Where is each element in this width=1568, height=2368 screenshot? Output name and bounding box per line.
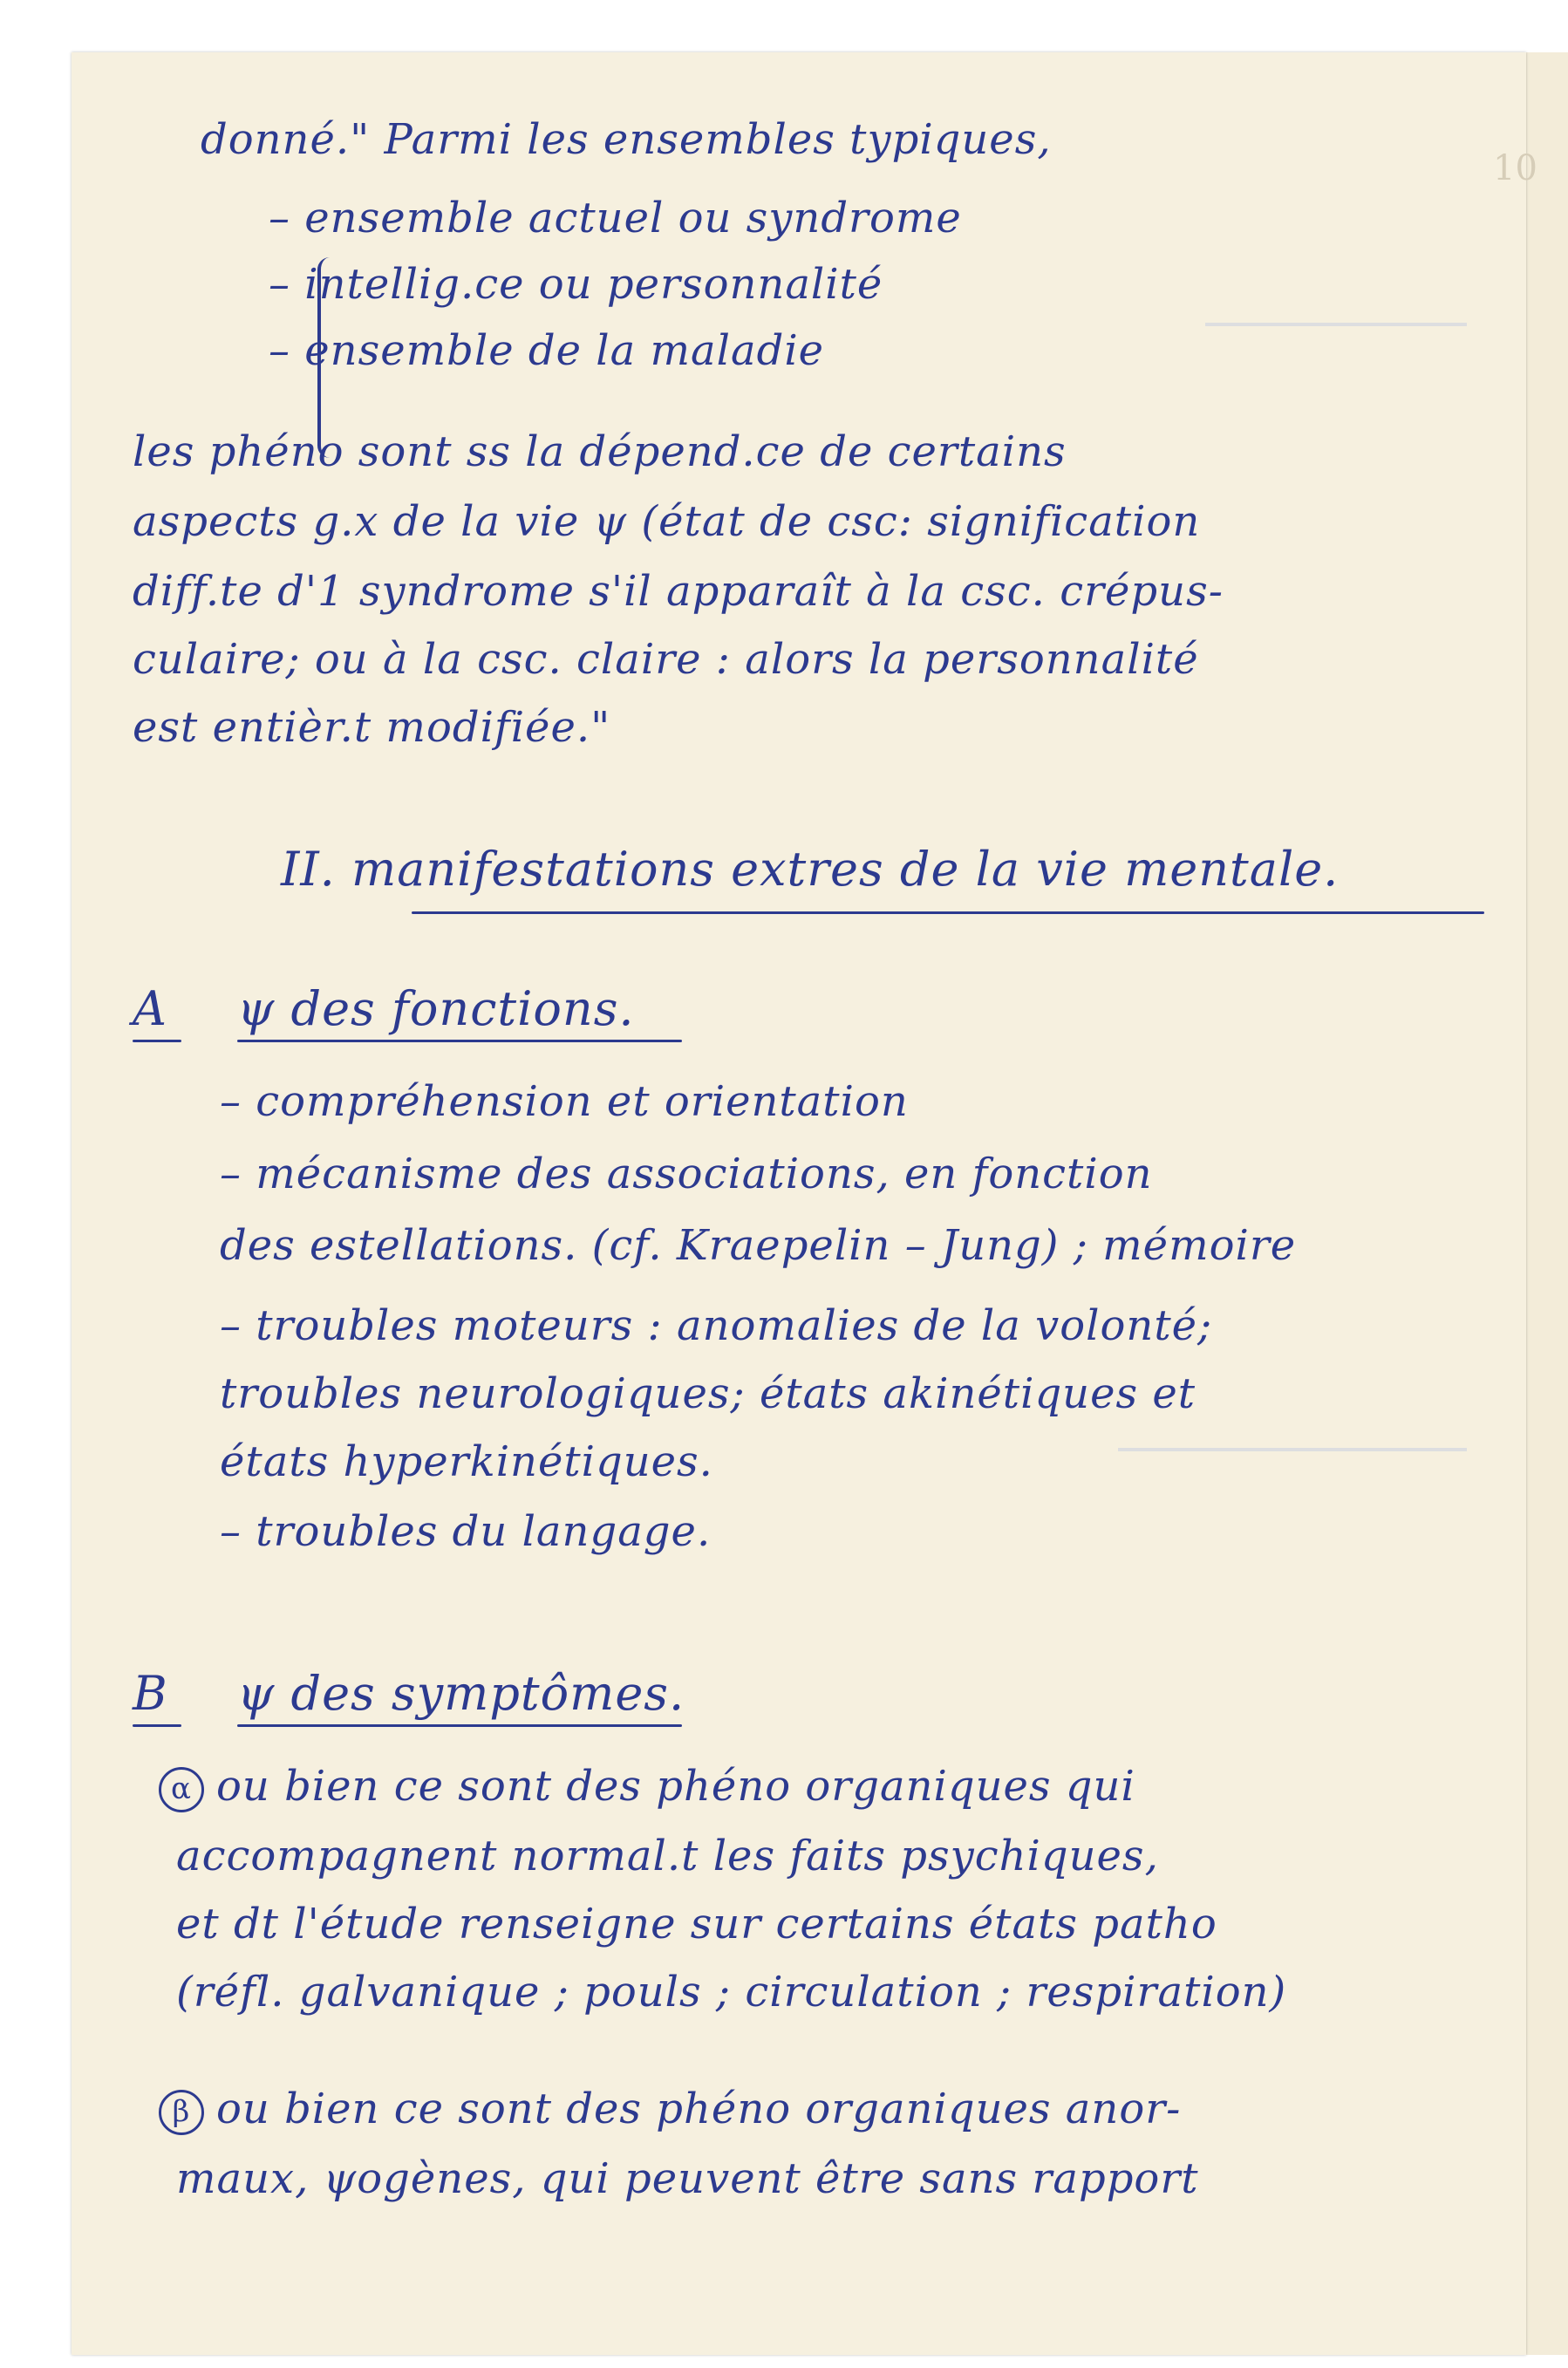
section-a-line-7: – troubles du langage. — [220, 1507, 712, 1556]
paragraph-line-2: aspects g.x de la vie ψ (état de csc: signification — [133, 497, 1201, 546]
alpha-line-1-text: ou bien ce sont des phéno organiques qui — [216, 1762, 1135, 1811]
alpha-line-2: accompagnent normal.t les faits psychiques, — [176, 1832, 1159, 1880]
section-a-line-4: – troubles moteurs : anomalies de la volonté; — [220, 1301, 1213, 1350]
intro-line-1: donné." Parmi les ensembles typiques, — [201, 115, 1052, 164]
section-a-title-underline — [237, 1040, 682, 1042]
paragraph-line-5: est entièr.t modifiée." — [133, 703, 611, 752]
section-a-label: A — [133, 981, 167, 1036]
section-b-label: B — [133, 1666, 168, 1721]
section-a-line-5: troubles neurologiques; états akinétiques et — [220, 1369, 1196, 1418]
show-through-mark — [1118, 1448, 1467, 1451]
section-b-label-underline — [133, 1724, 181, 1727]
section-b-title: ψ des symptômes. — [237, 1666, 685, 1721]
beta-line-2: maux, ψogènes, qui peuvent être sans rapport — [176, 2154, 1199, 2203]
heading-underline — [412, 911, 1484, 914]
section-a-title: ψ des fonctions. — [237, 981, 635, 1036]
section-a-line-6: états hyperkinétiques. — [220, 1437, 713, 1486]
intro-item-1: – ensemble actuel ou syndrome — [269, 194, 962, 242]
alpha-marker: α — [159, 1767, 204, 1812]
alpha-line-4: (réfl. galvanique ; pouls ; circulation ; respiration) — [176, 1968, 1287, 2017]
section-heading: II. manifestations extres de la vie mentale. — [281, 842, 1340, 897]
section-b-title-underline — [237, 1724, 682, 1727]
alpha-line-1 — [159, 1762, 1135, 1812]
paragraph-line-1: les phéno sont ss la dépend.ce de certains — [133, 427, 1067, 476]
manuscript-sheet — [72, 52, 1537, 2355]
alpha-line-3: et dt l'étude renseigne sur certains états patho — [176, 1900, 1217, 1948]
paragraph-line-4: culaire; ou à la csc. claire : alors la personnalité — [133, 635, 1199, 684]
paragraph-line-3: diff.te d'1 syndrome s'il apparaît à la csc. crépus- — [133, 567, 1224, 616]
beta-marker: β — [159, 2090, 204, 2135]
section-a-line-3: des estellations. (cf. Kraepelin – Jung) ; mémoire — [220, 1221, 1297, 1270]
page-number: 10 — [1493, 148, 1537, 188]
show-through-mark — [1205, 323, 1467, 326]
section-a-label-underline — [133, 1040, 181, 1042]
beta-line-1-text: ou bien ce sont des phéno organiques anor- — [216, 2085, 1182, 2133]
intro-item-2: – intellig.ce ou personnalité — [269, 260, 883, 309]
section-a-line-1: – compréhension et orientation — [220, 1077, 909, 1126]
intro-item-3: – ensemble de la maladie — [269, 326, 825, 375]
section-a-line-2: – mécanisme des associations, en fonction — [220, 1150, 1153, 1198]
beta-line-1 — [159, 2085, 1181, 2135]
